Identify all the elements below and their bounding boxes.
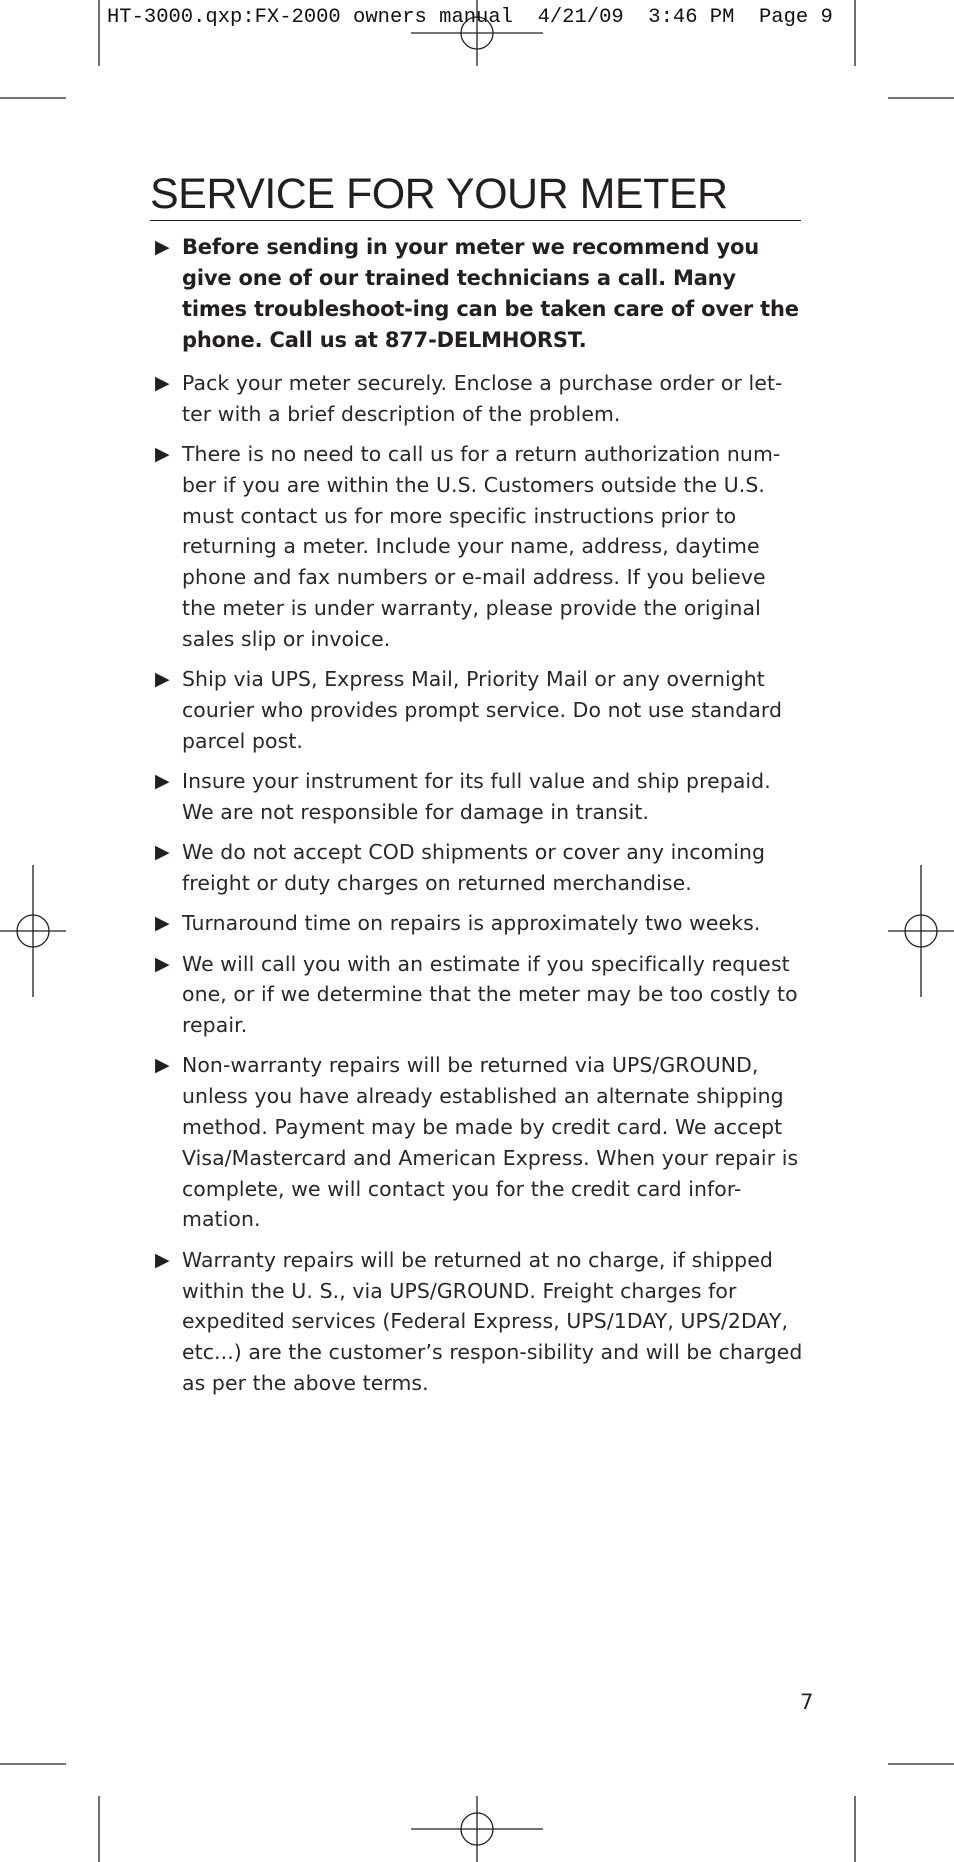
bullet-arrow-icon: ▶ (155, 1054, 170, 1077)
bullet-arrow-icon: ▶ (155, 841, 170, 864)
list-item-text: Turnaround time on repairs is approximately two weeks. (182, 911, 761, 936)
print-slug-line: HT-3000.qxp:FX-2000 owners manual 4/21/09 3:46 PM Page 9 (107, 6, 833, 29)
list-item (155, 949, 805, 1041)
service-instructions-list (155, 232, 805, 1408)
list-item (155, 439, 805, 655)
list-item-text: Pack your meter securely. Enclose a purchase order or let-ter with a brief description of the problem. (182, 371, 783, 426)
list-item (155, 766, 805, 828)
list-item-text: Non-warranty repairs will be returned via UPS/GROUND, unless you have already established an alternate shipping method. Payment may be made by credit card. We accept Visa/Mastercard and American Express. When your repair is complete, we will contact you for the credit card infor-mation. (182, 1053, 799, 1232)
list-item (155, 232, 805, 356)
bullet-arrow-icon: ▶ (155, 952, 170, 975)
list-item (155, 908, 805, 939)
bullet-arrow-icon: ▶ (155, 912, 170, 935)
list-item-text: We do not accept COD shipments or cover any incoming freight or duty charges on returned merchandise. (182, 840, 766, 895)
list-item-text: Before sending in your meter we recommend you give one of our trained technicians a call. Many times troubleshoot-ing can be taken care of over the phone. Call us at 877-DELMHORST. (182, 235, 799, 352)
bullet-arrow-icon: ▶ (155, 443, 170, 466)
bullet-arrow-icon: ▶ (155, 1248, 170, 1271)
bullet-arrow-icon: ▶ (155, 668, 170, 691)
list-item-text: Warranty repairs will be returned at no charge, if shipped within the U. S., via UPS/GROUND. Freight charges for expedited services (Federal Express, UPS/1DAY, UPS/2DAY, etc...) are the customer’s respon-sibility and will be charged as per the above terms. (182, 1247, 803, 1395)
page-title: SERVICE FOR YOUR METER (150, 168, 801, 221)
list-item (155, 837, 805, 899)
list-item-text: There is no need to call us for a return authorization num-ber if you are within the U.S. Customers outside the U.S. must contact us for more specific instructions prior to returning a meter. Include your name, address, daytime phone and fax numbers or e-mail address. If you believe the meter is under warranty, please provide the original sales slip or invoice. (182, 442, 781, 651)
bullet-arrow-icon: ▶ (155, 236, 170, 258)
list-item-text: Ship via UPS, Express Mail, Priority Mail or any overnight courier who provides prompt service. Do not use standard parcel post. (182, 667, 783, 753)
list-item (155, 1050, 805, 1235)
list-item-text: Insure your instrument for its full value and ship prepaid. We are not responsible for damage in transit. (182, 769, 771, 824)
bullet-arrow-icon: ▶ (155, 372, 170, 394)
bullet-arrow-icon: ▶ (155, 770, 170, 793)
list-item-text: We will call you with an estimate if you specifically request one, or if we determine that the meter may be too costly to repair. (182, 951, 798, 1038)
list-item (155, 368, 805, 430)
page-number: 7 (800, 1690, 814, 1714)
list-item (155, 664, 805, 756)
list-item (155, 1245, 805, 1399)
